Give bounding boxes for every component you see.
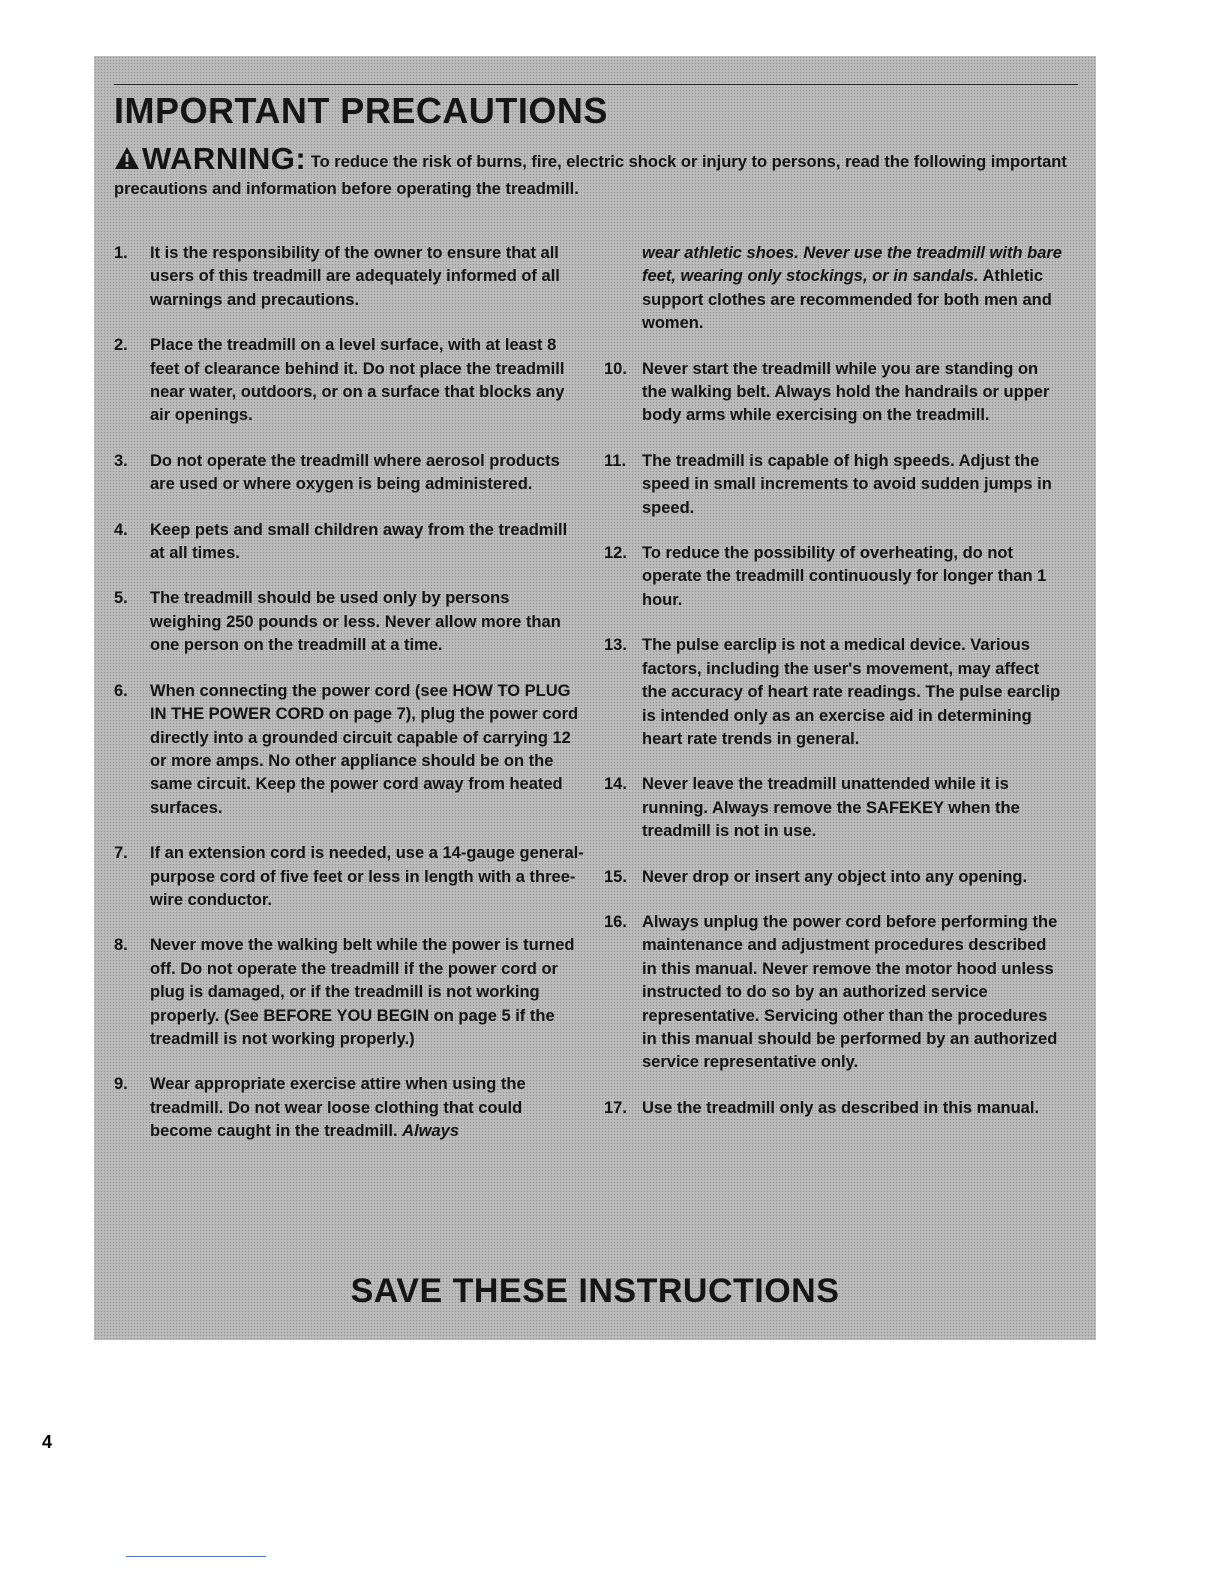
- item-text: Never drop or insert any object into any opening.: [642, 867, 1028, 886]
- item-number: 17.: [604, 1098, 627, 1117]
- item-text: When connecting the power cord (see HOW TO PLUG IN THE POWER CORD on page 7), plug the power cord directly into a grounded circuit capable of carrying 12 or more amps. No other appliance should be on the same circuit. Keep the power cord away from heated surfaces.: [150, 681, 579, 817]
- item-text: [150, 1073, 584, 1143]
- item-text-italic: Always: [402, 1122, 460, 1141]
- list-item: [114, 450, 584, 497]
- item-text: Do not operate the treadmill where aerosol products are used or where oxygen is being administered.: [150, 451, 560, 494]
- item-number: 1.: [114, 244, 128, 262]
- item-text: Never move the walking belt while the power is turned off. Do not operate the treadmill if the power cord or plug is damaged, or if the treadmill is not working properly. (See BEFORE YOU BEGIN on page 5 if the treadmill is not working properly.): [150, 936, 575, 1048]
- list-item: [114, 1073, 584, 1143]
- warning-statement: [114, 141, 1068, 201]
- list-item: [604, 358, 1064, 428]
- page-number: 4: [42, 1432, 53, 1452]
- list-item: [604, 911, 1064, 1075]
- list-item: [604, 866, 1064, 889]
- list-item: [604, 634, 1064, 751]
- item-number: 13.: [604, 636, 627, 655]
- continuation-italic: wear athletic shoes. Never use the treadmill with bare feet, wearing only stockings, or in sandals.: [642, 244, 1062, 286]
- warning-triangle-icon: [114, 146, 140, 177]
- item-text: Keep pets and small children away from the treadmill at all times.: [150, 520, 568, 563]
- item-number: 12.: [604, 544, 627, 563]
- save-instructions-heading: SAVE THESE INSTRUCTIONS: [350, 1272, 840, 1310]
- item-text: Never start the treadmill while you are standing on the walking belt. Always hold the handrails or upper body arms while exercising on the treadmill.: [642, 359, 1050, 425]
- item-number: 3.: [114, 451, 128, 470]
- item-text: To reduce the possibility of overheating, do not operate the treadmill continuously for longer than 1 hour.: [642, 544, 1047, 609]
- page-title: IMPORTANT PRECAUTIONS: [114, 90, 608, 131]
- item-text: The treadmill is capable of high speeds. Adjust the speed in small increments to avoid sudden jumps in speed.: [642, 451, 1052, 517]
- item-text: Never leave the treadmill unattended while it is running. Always remove the SAFEKEY when the treadmill is not in use.: [642, 775, 1020, 841]
- list-item: [604, 450, 1064, 520]
- item-number: 4.: [114, 520, 128, 539]
- warning-text: To reduce the risk of burns, fire, electric shock or injury to persons, read the following important precautions and information before operating the treadmill.: [114, 153, 1067, 198]
- continuation-text: Athletic support clothes are recommended for both men and women.: [642, 267, 1052, 333]
- list-item: [604, 542, 1064, 612]
- item-text: The pulse earclip is not a medical device. Various factors, including the user's movement, may affect the accuracy of heart rate readings. The pulse earclip is intended only as an exercise aid in determining heart rate trends in general.: [642, 636, 1061, 748]
- item-number: 15.: [604, 867, 627, 886]
- item-text: The treadmill should be used only by persons weighing 250 pounds or less. Never allow more than one person on the treadmill at a time.: [150, 589, 561, 655]
- list-item: [114, 842, 584, 912]
- list-item: [604, 773, 1064, 843]
- item-number: 5.: [114, 589, 128, 608]
- item-number: 14.: [604, 775, 627, 794]
- left-column: [114, 242, 584, 1166]
- item-number: 11.: [604, 451, 627, 470]
- item-text: If an extension cord is needed, use a 14-gauge general-purpose cord of five feet or less in length with a three-wire conductor.: [150, 844, 584, 909]
- item-continuation: [604, 242, 1064, 336]
- item-text: Always unplug the power cord before performing the maintenance and adjustment procedures described in this manual. Never remove the motor hood unless instructed to do so by an authorized service representative. Servicing other than the procedures in this manual should be performed by an authorized service representative only.: [642, 912, 1058, 1072]
- item-number: 10.: [604, 359, 627, 378]
- top-rule: [114, 84, 1078, 85]
- item-number: 16.: [604, 912, 627, 931]
- item-number: 2.: [114, 336, 128, 355]
- scan-artifact-line: [126, 1556, 266, 1557]
- item-number: 7.: [114, 844, 128, 863]
- item-number: 8.: [114, 936, 128, 955]
- item-number: 6.: [114, 681, 128, 700]
- item-text: Use the treadmill only as described in this manual.: [642, 1098, 1040, 1117]
- warning-word: WARNING:: [142, 141, 307, 176]
- list-item: [114, 587, 584, 657]
- list-item: [604, 1097, 1064, 1120]
- list-item: [114, 519, 584, 566]
- item-text: Place the treadmill on a level surface, with at least 8 feet of clearance behind it. Do not place the treadmill near water, outdoors, or on a surface that blocks any air openings.: [150, 336, 565, 425]
- list-item: [114, 242, 584, 312]
- list-item: [114, 680, 584, 820]
- list-item: [114, 334, 584, 428]
- precautions-panel: [94, 56, 1096, 1340]
- right-column: [604, 242, 1064, 1142]
- list-item: [114, 934, 584, 1051]
- item-text: It is the responsibility of the owner to ensure that all users of this treadmill are adequately informed of all warnings and precautions.: [150, 244, 560, 309]
- item-number: 9.: [114, 1075, 128, 1094]
- item-text-plain: Wear appropriate exercise attire when using the treadmill. Do not wear loose clothing that could become caught in the treadmill.: [150, 1075, 526, 1141]
